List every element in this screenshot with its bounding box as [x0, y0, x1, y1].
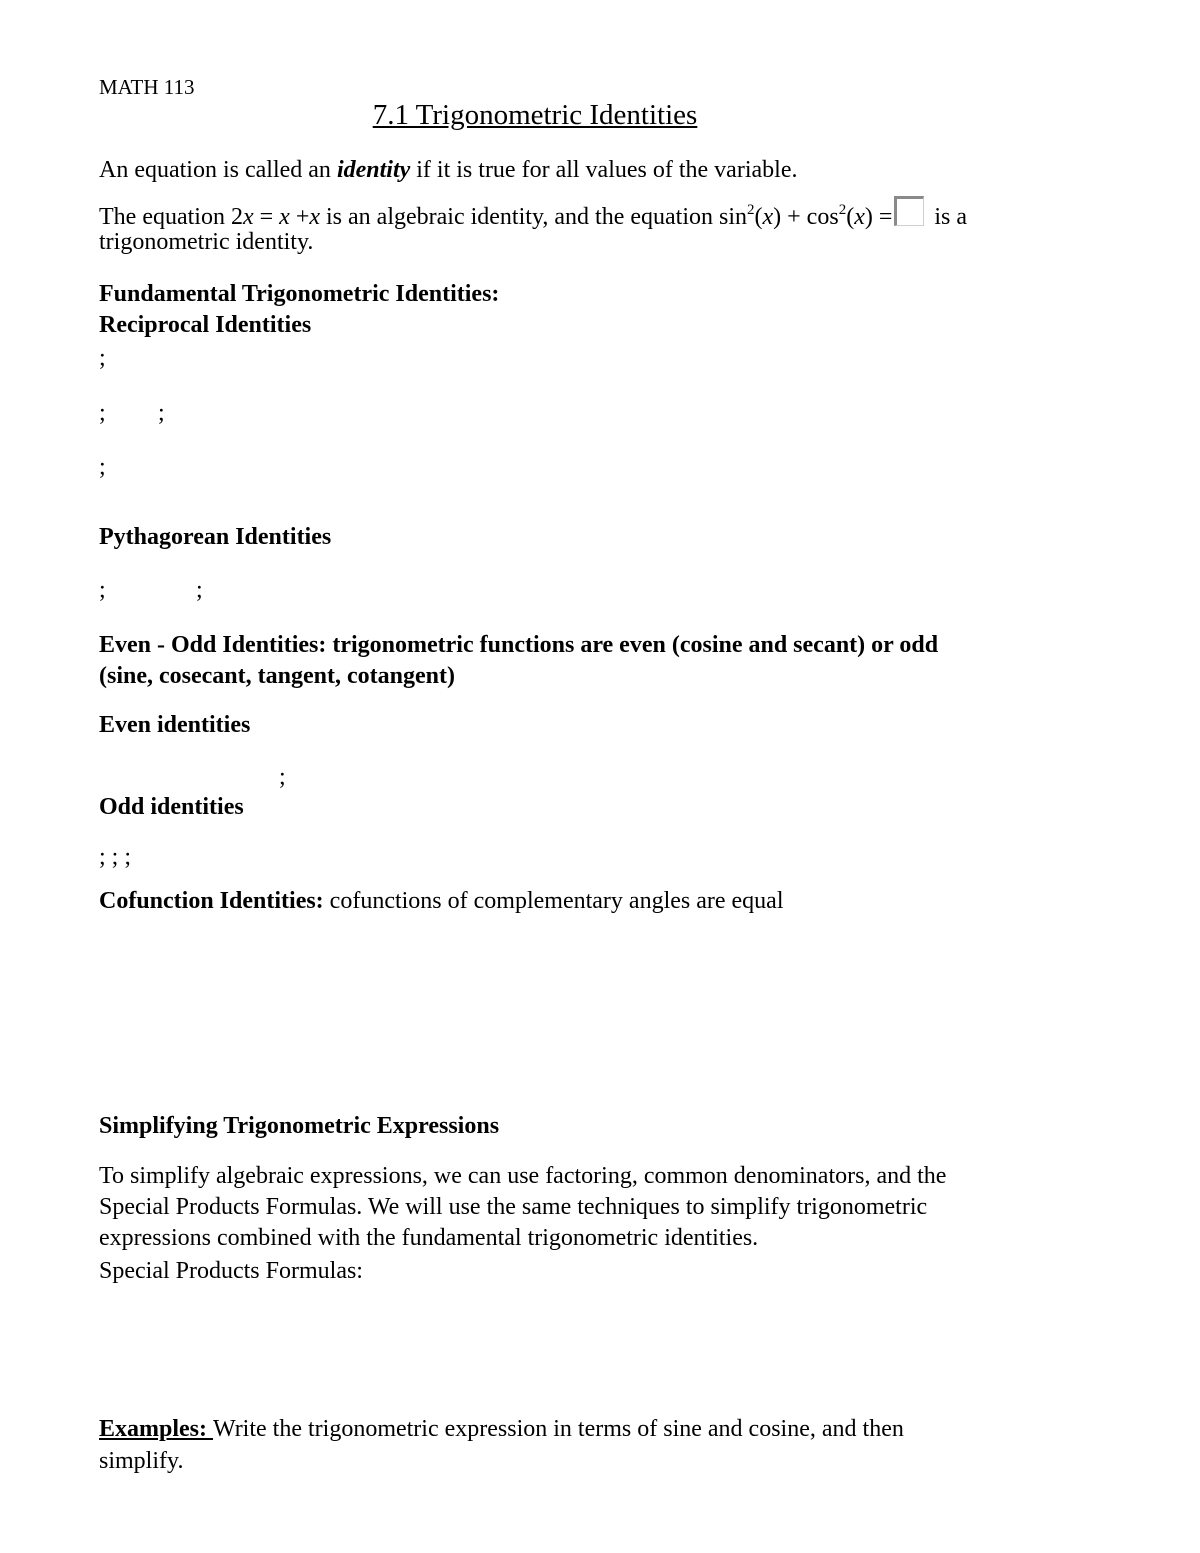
examples-line: [99, 1414, 904, 1445]
page-title: 7.1 Trigonometric Identities: [372, 99, 698, 131]
even-odd-heading-cont: (sine, cosecant, tangent, cotangent): [99, 663, 455, 689]
semicolon: ;: [99, 345, 106, 371]
example-text: (: [846, 204, 855, 230]
identity-term: identity: [336, 157, 411, 183]
var-x: x: [762, 204, 774, 230]
cofunction-heading: Cofunction Identities:: [99, 888, 324, 914]
definition-text-start: An equation is called an: [99, 157, 337, 183]
examples-text: Write the trigonometric expression in terms of sine and cosine, and then: [213, 1416, 904, 1442]
definition-text-end: if it is true for all values of the variable.: [410, 157, 798, 183]
special-products-label: Special Products Formulas:: [99, 1258, 363, 1284]
var-x: x: [854, 204, 865, 230]
examples-label: Examples:: [99, 1416, 213, 1442]
fundamental-heading: Fundamental Trigonometric Identities:: [99, 281, 500, 307]
simplifying-heading: Simplifying Trigonometric Expressions: [99, 1113, 500, 1139]
var-x: x: [242, 204, 254, 230]
example-text: is an algebraic identity, and the equation sin: [320, 204, 747, 230]
semicolon: ;: [158, 400, 165, 426]
example-text: +: [289, 204, 310, 230]
examples-text-cont: simplify.: [99, 1448, 184, 1474]
example-text: ) =: [864, 204, 893, 230]
odd-semicolons: ; ; ;: [99, 844, 132, 870]
even-identities-heading: Even identities: [99, 712, 251, 738]
semicolon: ;: [99, 400, 106, 426]
exponent: 2: [747, 202, 755, 218]
example-text: ) + cos: [773, 204, 839, 230]
cofunction-line: [99, 886, 784, 917]
blank-answer-box: [894, 196, 924, 226]
cofunction-text: cofunctions of complementary angles are equal: [323, 888, 784, 914]
simplifying-paragraph-line: To simplify algebraic expressions, we can use factoring, common denominators, and the: [99, 1163, 947, 1189]
exponent: 2: [838, 202, 847, 218]
var-x: x: [279, 204, 290, 230]
identity-example-line-2: trigonometric identity.: [99, 229, 314, 255]
identity-definition: [99, 155, 797, 186]
simplifying-paragraph-line: expressions combined with the fundamental trigonometric identities.: [99, 1225, 759, 1251]
example-text: =: [253, 204, 280, 230]
semicolon: ;: [99, 454, 106, 480]
odd-identities-heading: Odd identities: [99, 794, 244, 820]
example-text: The equation 2: [99, 204, 243, 230]
simplifying-paragraph-line: Special Products Formulas. We will use the same techniques to simplify trigonometric: [99, 1194, 928, 1220]
example-text: is a: [928, 204, 968, 230]
example-text: (: [754, 204, 763, 230]
reciprocal-heading: Reciprocal Identities: [99, 312, 312, 338]
pythagorean-heading: Pythagorean Identities: [99, 524, 332, 550]
var-x: x: [309, 204, 321, 230]
semicolon: ;: [99, 577, 106, 603]
semicolon: ;: [279, 764, 286, 790]
course-label: MATH 113: [99, 75, 195, 99]
even-odd-heading: Even - Odd Identities: trigonometric functions are even (cosine and secant) or odd: [99, 632, 939, 658]
semicolon: ;: [196, 577, 203, 603]
